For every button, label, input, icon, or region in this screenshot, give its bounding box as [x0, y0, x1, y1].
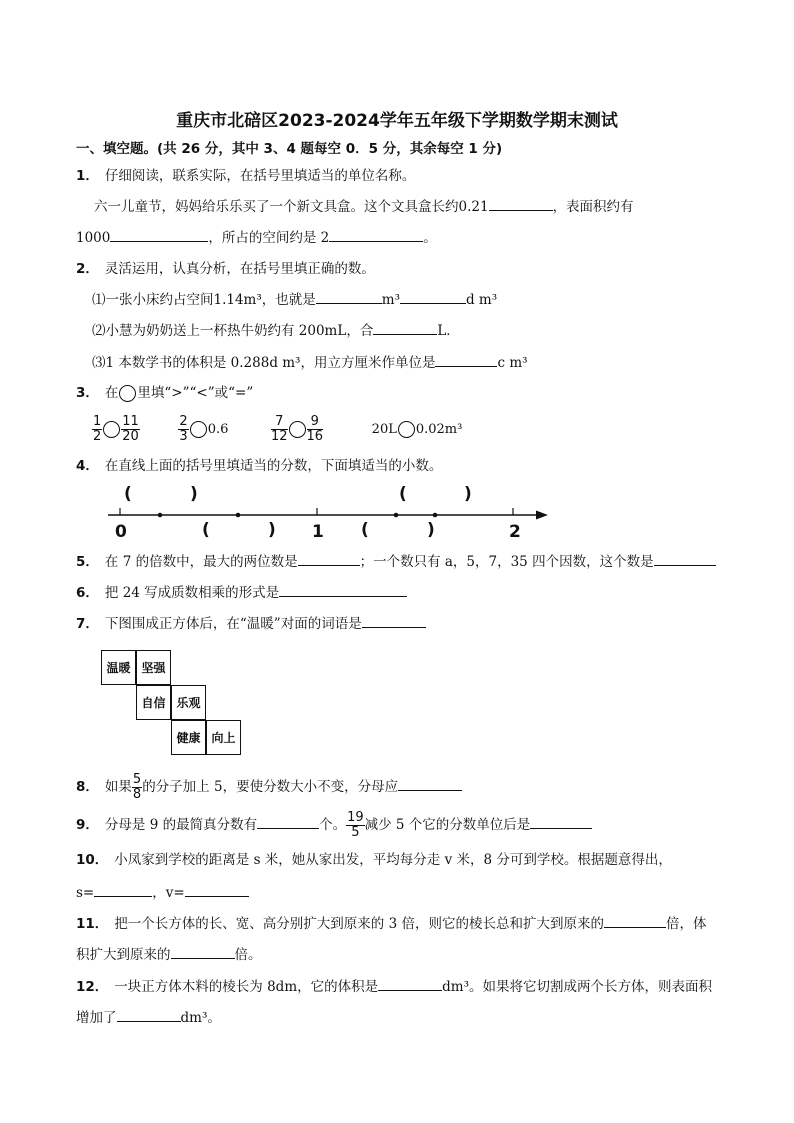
question-5: [76, 551, 716, 572]
compare-circle[interactable]: [398, 421, 415, 438]
text-segment: L．: [437, 323, 460, 339]
question-number: 4．: [76, 458, 99, 474]
text-segment: 里填“>”“<”或“=”: [137, 385, 254, 401]
text-segment: 分母是 9 的最简真分数有: [104, 817, 258, 833]
answer-blank[interactable]: [435, 352, 497, 367]
question-1-line-2: [94, 196, 634, 217]
paren-close[interactable]: ): [190, 484, 198, 504]
text-segment: dm³。: [180, 1010, 221, 1026]
question-number: 10．: [76, 852, 109, 868]
question-9: [76, 810, 592, 840]
text-segment: ，表面积约有: [552, 199, 634, 215]
point-marker: [433, 513, 438, 518]
text-segment: d m³: [466, 292, 498, 308]
answer-blank[interactable]: [298, 551, 360, 566]
question-number: 9．: [76, 817, 99, 833]
text-segment: 积扩大到原来的: [76, 947, 171, 963]
question-number: 2．: [76, 261, 99, 277]
cube-face: 健康: [171, 720, 206, 755]
fraction: $\frac{11}{20}$: [122, 414, 139, 444]
answer-blank[interactable]: [378, 976, 442, 991]
point-marker: [236, 513, 241, 518]
fraction: $\frac{7}{12}$: [270, 414, 288, 444]
text-segment: 在: [104, 385, 119, 401]
arrow-icon: [536, 511, 548, 520]
cube-face: 温暖: [101, 650, 136, 685]
question-2-part-1: [92, 289, 497, 310]
text-segment: dm³。如果将它切割成两个长方体，则表面积: [442, 979, 712, 995]
text-segment: ⑵小慧为奶奶送上一杯热牛奶约有 200mL，合: [92, 323, 374, 339]
fraction: $\frac{2}{3}$: [179, 414, 188, 444]
cube-face: 乐观: [171, 685, 206, 720]
question-12-line-2: [76, 1007, 221, 1028]
question-text: 仔细阅读，联系实际，在括号里填适当的单位名称。: [104, 168, 416, 184]
paren-close[interactable]: ): [464, 484, 472, 504]
text-segment: 个。: [319, 817, 347, 833]
text-segment: 1000: [76, 230, 111, 246]
fraction: $\frac{19}{5}$: [347, 810, 364, 840]
answer-blank[interactable]: [530, 814, 592, 829]
number-line: [100, 478, 560, 542]
number-line-label-2: 2: [509, 522, 521, 542]
text-segment: ；一个数只有 a，5，7，35 四个因数，这个数是: [359, 554, 654, 570]
text-segment: 在 7 的倍数中，最大的两位数是: [104, 554, 298, 570]
question-6: [76, 582, 407, 603]
answer-blank[interactable]: [279, 582, 407, 597]
text-segment: ⑶1 本数学书的体积是 0.288d m³，用立方厘米作单位是: [92, 355, 436, 371]
question-number: 12．: [76, 979, 109, 995]
text-segment: 的分子加上 5，要使分数大小不变，分母应: [142, 779, 399, 795]
question-number: 3．: [76, 385, 99, 401]
paren-open[interactable]: (: [399, 484, 407, 504]
question-number: 11．: [76, 916, 109, 932]
answer-blank[interactable]: [400, 289, 466, 304]
text-segment: 增加了: [76, 1010, 117, 1026]
text-segment: s=: [76, 885, 95, 901]
answer-blank[interactable]: [257, 814, 319, 829]
number-line-label-0: 0: [115, 522, 127, 542]
circle-blank-icon: [119, 385, 136, 402]
answer-blank[interactable]: [94, 882, 152, 897]
text-segment: ，所占的空间约是 2: [208, 230, 330, 246]
question-8: [76, 772, 462, 802]
text-segment: 减少 5 个它的分数单位后是: [364, 817, 531, 833]
compare-item-2: [178, 414, 232, 444]
question-number: 1．: [76, 168, 99, 184]
page-title: 重庆市北碚区2023-2024学年五年级下学期数学期末测试: [176, 111, 618, 131]
compare-circle[interactable]: [103, 421, 120, 438]
text-segment: 倍，体: [665, 916, 707, 932]
question-7: [76, 613, 426, 634]
text-segment: 如果: [104, 779, 132, 795]
text-segment: 0.6: [207, 422, 229, 437]
point-marker: [394, 513, 399, 518]
question-number: 8．: [76, 779, 99, 795]
answer-blank[interactable]: [316, 289, 382, 304]
question-number: 6．: [76, 585, 99, 601]
text-segment: ，v=: [152, 885, 185, 901]
text-segment: ⑴一张小床约占空间1.14m³，也就是: [92, 292, 316, 308]
compare-item-3: [270, 414, 327, 444]
text-segment: m³: [381, 292, 400, 308]
question-number: 5．: [76, 554, 99, 570]
cube-face: 坚强: [136, 650, 171, 685]
cube-face: 自信: [136, 685, 171, 720]
answer-blank[interactable]: [489, 196, 553, 211]
compare-item-4: [372, 421, 463, 437]
number-line-label-1: 1: [312, 522, 324, 542]
answer-blank[interactable]: [362, 613, 426, 628]
text-segment: 下图围成正方体后，在“温暖”对面的词语是: [104, 616, 362, 632]
compare-item-1: [92, 414, 144, 444]
answer-blank[interactable]: [329, 227, 423, 242]
question-11: [76, 913, 706, 934]
answer-blank[interactable]: [110, 227, 208, 242]
question-1: [76, 166, 415, 186]
text-segment: 六一儿童节，妈妈给乐乐买了一个新文具盒。这个文具盒长约0.21: [94, 199, 489, 215]
answer-blank[interactable]: [117, 1007, 181, 1022]
paren-close[interactable]: ): [427, 520, 435, 540]
paren-close[interactable]: ): [268, 520, 276, 540]
fraction: $\frac{1}{2}$: [93, 414, 102, 444]
question-1-line-3: [76, 227, 437, 248]
question-text: 在直线上面的括号里填适当的分数，下面填适当的小数。: [104, 458, 443, 474]
question-2: [76, 259, 375, 279]
question-2-part-3: [92, 352, 528, 373]
answer-blank[interactable]: [604, 913, 666, 928]
paren-open[interactable]: (: [202, 520, 210, 540]
paren-open[interactable]: (: [361, 520, 369, 540]
question-number: 7．: [76, 616, 99, 632]
answer-blank[interactable]: [185, 882, 249, 897]
text-segment: c m³: [497, 355, 528, 371]
text-segment: 把 24 写成质数相乘的形式是: [104, 585, 280, 601]
text-segment: 一块正方体木料的棱长为 8dm，它的体积是: [114, 979, 379, 995]
question-2-part-2: [92, 320, 460, 341]
question-4: [76, 456, 442, 476]
fraction: $\frac{9}{16}$: [306, 414, 324, 444]
text-segment: 倍。: [234, 947, 262, 963]
question-10-line-2: [76, 882, 249, 903]
compare-circle[interactable]: [190, 421, 207, 438]
answer-blank[interactable]: [171, 944, 235, 959]
answer-blank[interactable]: [373, 320, 437, 335]
question-11-line-2: [76, 944, 262, 965]
question-10: [76, 850, 672, 870]
compare-circle[interactable]: [289, 421, 306, 438]
text-segment: 0.02m³: [415, 422, 463, 437]
text-segment: 20L: [371, 422, 397, 437]
text-segment: 。: [423, 230, 437, 246]
cube-face: 向上: [206, 720, 241, 755]
answer-blank[interactable]: [654, 551, 716, 566]
paren-open[interactable]: (: [124, 484, 132, 504]
text-segment: 把一个长方体的长、宽、高分别扩大到原来的 3 倍，则它的棱长总和扩大到原来的: [114, 916, 604, 932]
question-12: [76, 976, 712, 997]
answer-blank[interactable]: [398, 776, 462, 791]
section-heading: 一、填空题。(共 26 分，其中 3、4 题每空 0．5 分，其余每空 1 分): [76, 141, 503, 157]
point-marker: [158, 513, 163, 518]
question-text: 灵活运用，认真分析，在括号里填正确的数。: [104, 261, 375, 277]
text-segment: 小凤家到学校的距离是 s 米，她从家出发，平均每分走 v 米，8 分可到学校。根据题意得出，: [114, 852, 672, 868]
question-3: [76, 383, 253, 403]
fraction: $\frac{5}{8}$: [132, 772, 142, 802]
question-3-items: [92, 411, 462, 447]
